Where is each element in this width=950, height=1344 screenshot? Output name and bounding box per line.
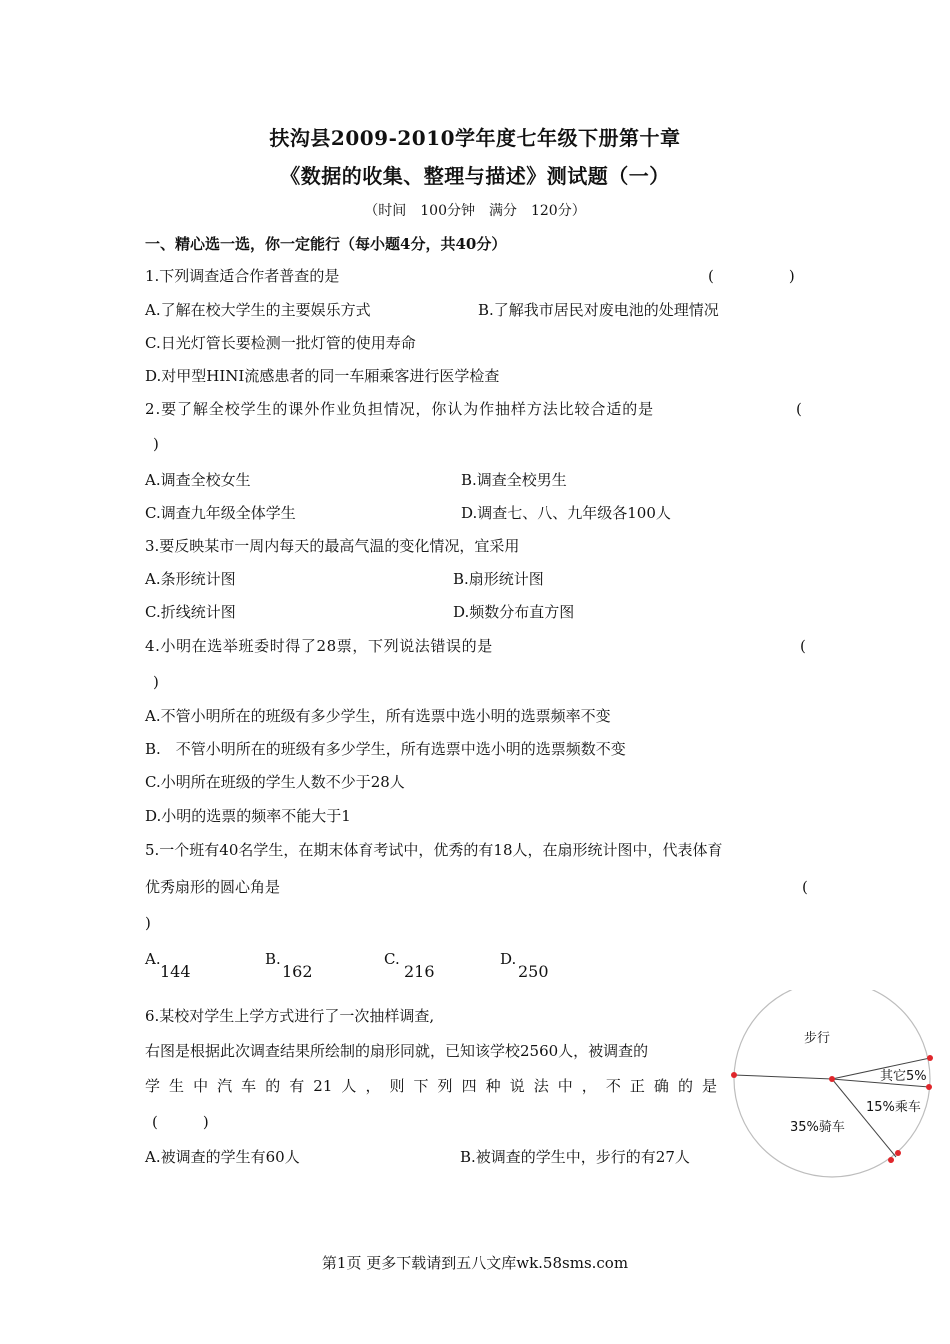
pie-divider-walk-bike (734, 1075, 832, 1079)
q3-option-b: B.扇形统计图 (453, 570, 544, 588)
exam-title-line1: 扶沟县2009-2010学年度七年级下册第十章 (269, 126, 681, 150)
q6-answer-paren: ( ) (152, 1113, 209, 1131)
q4-text: 4.小明在选举班委时得了28票，下列说法错误的是 (145, 637, 493, 655)
q2-option-b: B.调查全校男生 (461, 471, 567, 489)
pie-label-bus: 15%乘车 (866, 1100, 921, 1115)
q3-option-d: D.频数分布直方图 (453, 603, 575, 621)
pie-center-point (829, 1076, 835, 1082)
q5-option-a-letter: A. (145, 950, 161, 968)
q1-option-a: A.了解在校大学生的主要娱乐方式 (145, 301, 371, 319)
q3-text: 3.要反映某市一周内每天的最高气温的变化情况，宜采用 (145, 537, 520, 555)
q1-answer-paren: ( ) (708, 267, 795, 285)
q5-paren-close: ) (145, 914, 151, 932)
q5-text-line1: 5.一个班有40名学生，在期末体育考试中，优秀的有18人，在扇形统计图中，代表体育 (145, 841, 723, 859)
q3-option-a: A.条形统计图 (145, 570, 236, 588)
page-footer: 第1页 更多下载请到五八文库wk.58sms.com (321, 1254, 629, 1272)
section1-heading: 一、精心选一选，你一定能行（每小题4分，共40分） (145, 235, 507, 253)
travel-mode-pie-chart (728, 990, 940, 1196)
q5-option-c-letter: C. (384, 950, 400, 968)
q5-option-a-value: 144 (160, 962, 191, 981)
pie-point-bus-bike-a (895, 1150, 901, 1156)
q5-option-d-value: 250 (518, 962, 549, 981)
q6-text-line2: 右图是根据此次调查结果所绘制的扇形同就，已知该学校2560人，被调查的 (145, 1042, 649, 1060)
pie-label-other: 其它5% (880, 1069, 927, 1084)
q2-option-d: D.调查七、八、九年级各100人 (461, 504, 671, 522)
pie-point-bus-bike-b (888, 1157, 894, 1163)
q3-option-c: C.折线统计图 (145, 603, 236, 621)
exam-subtitle: （时间 100分钟 满分 120分） (364, 203, 586, 219)
pie-point-left (731, 1072, 737, 1078)
q2-option-c: C.调查九年级全体学生 (145, 504, 296, 522)
q1-option-d: D.对甲型HINI流感患者的同一车厢乘客进行医学检查 (145, 367, 500, 385)
q5-option-d-letter: D. (500, 950, 517, 968)
q5-option-b-value: 162 (282, 962, 313, 981)
q5-option-c-value: 216 (404, 962, 435, 981)
q4-paren-close: ) (153, 673, 159, 691)
q6-text-line1: 6.某校对学生上学方式进行了一次抽样调查, (145, 1007, 435, 1025)
q6-text-line3: 学生中汽车的有21人，则下列四种说法中，不正确的是 (145, 1077, 717, 1095)
q6-option-a: A.被调查的学生有60人 (145, 1148, 300, 1166)
q2-paren-open: ( (796, 400, 802, 418)
q1-option-c: C.日光灯管长要检测一批灯管的使用寿命 (145, 334, 416, 352)
pie-label-walk: 步行 (804, 1031, 831, 1046)
q6-option-b: B.被调查的学生中，步行的有27人 (460, 1148, 690, 1166)
q2-text: 2.要了解全校学生的课外作业负担情况，你认为作抽样方法比较合适的是 (145, 400, 655, 418)
q2-paren-close: ) (153, 435, 159, 453)
q4-option-b: B. 不管小明所在的班级有多少学生，所有选票中选小明的选票频数不变 (145, 740, 626, 758)
pie-point-other-bus (926, 1084, 932, 1090)
pie-point-walk-other (927, 1055, 933, 1061)
q4-option-a: A.不管小明所在的班级有多少学生，所有选票中选小明的选票频率不变 (145, 707, 611, 725)
q4-paren-open: ( (800, 637, 806, 655)
q5-text-line2: 优秀扇形的圆心角是 (145, 878, 281, 896)
q2-option-a: A.调查全校女生 (145, 471, 251, 489)
q1-text: 1.下列调查适合作者普查的是 (145, 267, 340, 285)
pie-divider-bus-bike (832, 1079, 896, 1157)
q5-option-b-letter: B. (265, 950, 281, 968)
q1-option-b: B.了解我市居民对废电池的处理情况 (478, 301, 719, 319)
q4-option-d: D.小明的选票的频率不能大于1 (145, 807, 351, 825)
q5-paren-open: ( (802, 878, 808, 896)
exam-title-line2: 《数据的收集、整理与描述》测试题（一） (280, 164, 670, 188)
q4-option-c: C.小明所在班级的学生人数不少于28人 (145, 773, 405, 791)
pie-label-bike: 35%骑车 (790, 1120, 845, 1135)
